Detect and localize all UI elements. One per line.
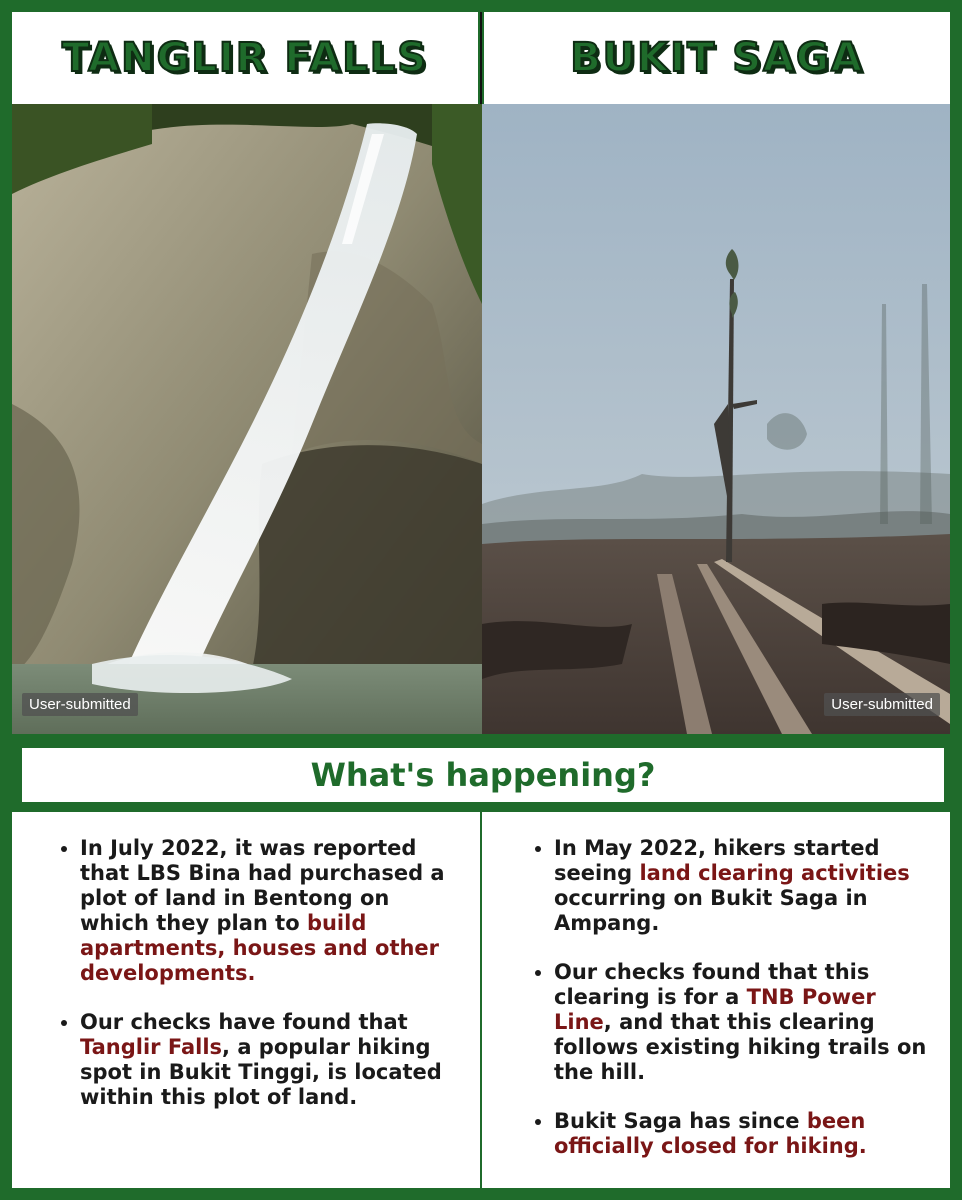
details-section [12,812,950,1188]
list-item: • In May 2022, hikers started seeing land clearing activities occurring on Bukit Saga in Ampang. [554,836,930,936]
land-clearing-image [482,104,950,734]
user-submitted-tag-left: User-submitted [22,693,138,716]
list-item: • Bukit Saga has since been officially closed for hiking. [554,1109,930,1159]
whats-happening-heading: What's happening? [310,756,656,794]
infographic-frame [12,12,950,1188]
highlight-text: build apartments, houses and other developments. [80,911,440,985]
waterfall-image [12,104,482,734]
title-tanglir-falls: TANGLIR FALLS [61,35,429,81]
user-submitted-tag-right: User-submitted [824,693,940,716]
bukit-saga-details [486,812,950,1188]
bukit-saga-bullets [532,836,930,1159]
highlight-text: Tanglir Falls [80,1035,223,1059]
whats-happening-banner [20,746,946,804]
highlight-text: been officially closed for hiking. [554,1109,867,1158]
title-right-box [484,12,950,104]
list-item: • In July 2022, it was reported that LBS Bina had purchased a plot of land in Bentong on which they plan to build apartments, houses and other developments. [80,836,456,986]
tanglir-falls-details [12,812,476,1188]
list-item: • Our checks found that this clearing is for a TNB Power Line, and that this clearing follows existing hiking trails on the hill. [554,960,930,1085]
highlight-text: land clearing activities [639,861,910,885]
list-item: • Our checks have found that Tanglir Falls, a popular hiking spot in Bukit Tinggi, is located within this plot of land. [80,1010,456,1110]
title-left-box [12,12,478,104]
column-divider [476,812,486,1188]
waterfall-photo [12,104,482,734]
tanglir-falls-bullets [58,836,456,1110]
title-bukit-saga: BUKIT SAGA [570,35,864,81]
land-clearing-photo [482,104,950,734]
highlight-text: TNB Power Line [554,985,876,1034]
